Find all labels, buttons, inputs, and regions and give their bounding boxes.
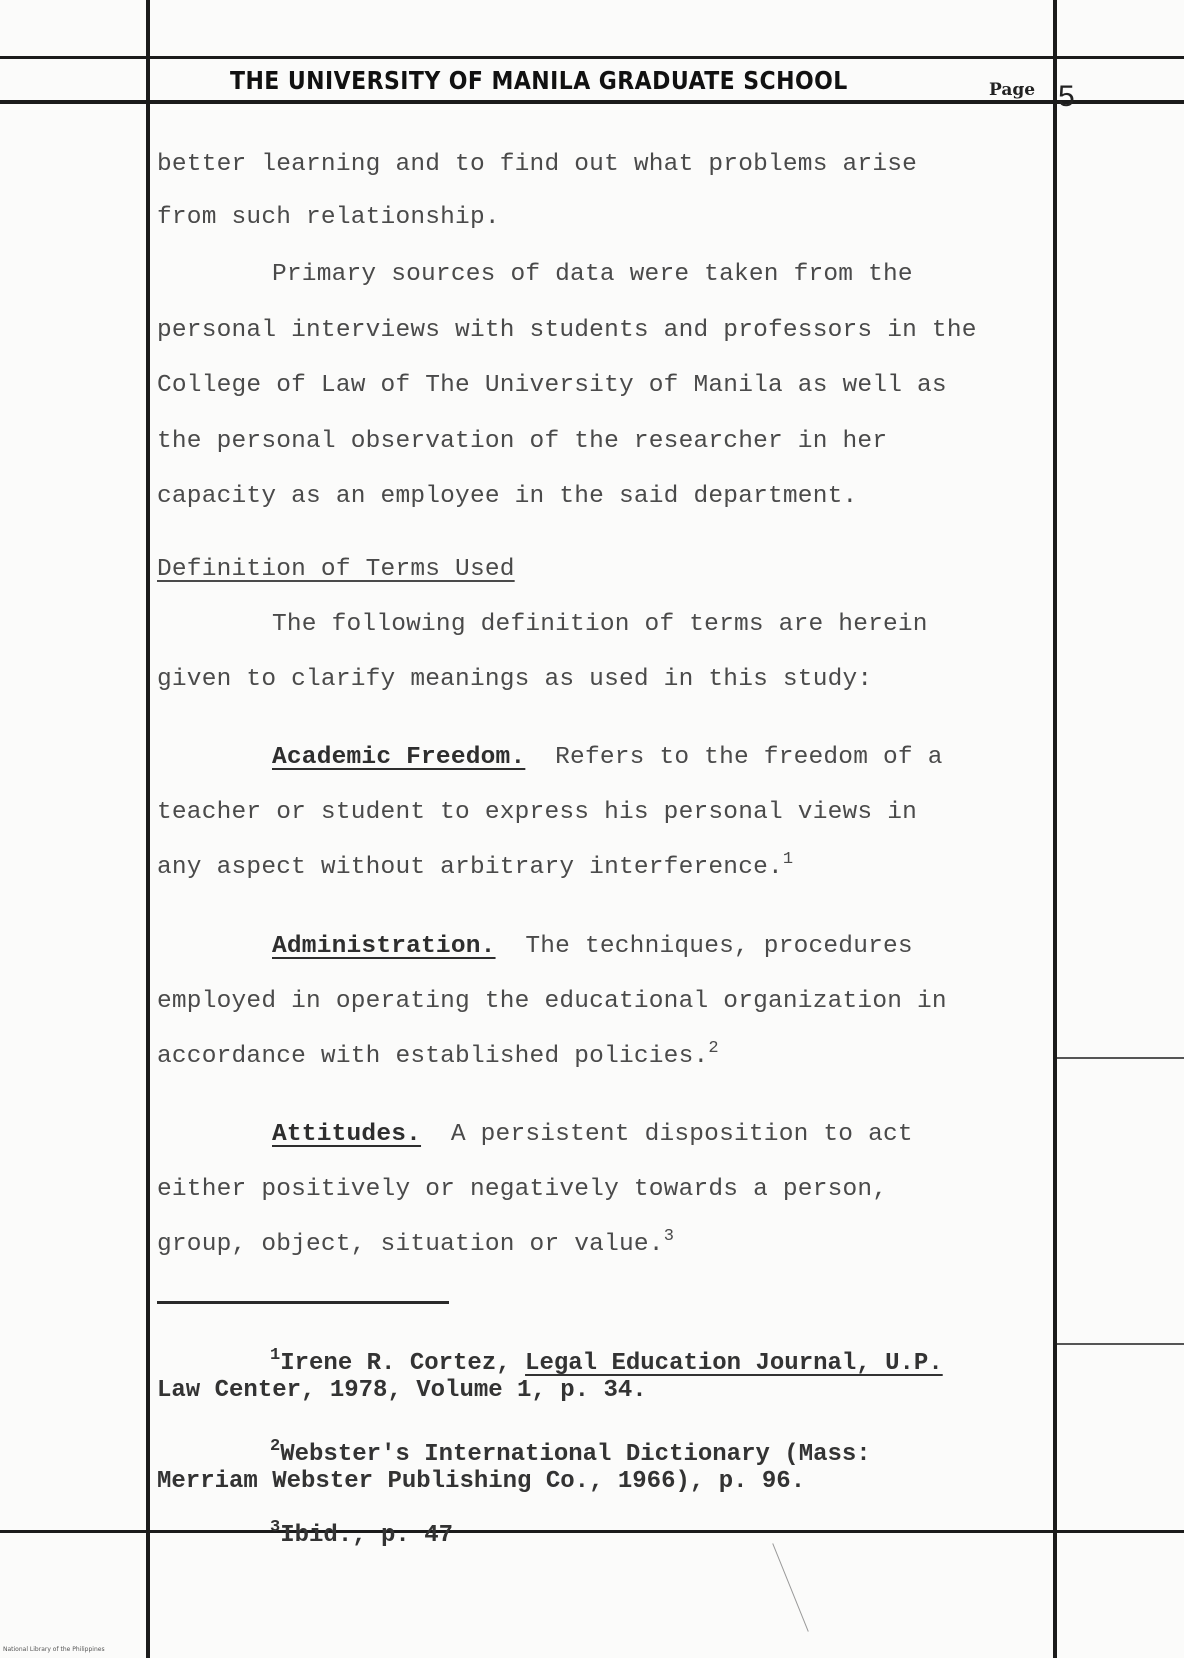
body-line: teacher or student to express his personal views in [157,799,918,826]
scan-scratch [772,1543,809,1631]
definition-text: The techniques, procedures [525,933,913,960]
footnote-ref: 3 [663,1227,675,1246]
footnote-1-line-1 [270,1346,943,1377]
header-top-rule [0,56,1184,59]
page-header-title: THE UNIVERSITY OF MANILA GRADUATE SCHOOL [230,66,848,95]
right-form-rule-2 [1057,1343,1184,1345]
body-line: either positively or negatively towards a person, [157,1176,888,1203]
body-line: The following definition of terms are herein [272,611,928,638]
term-academic-freedom: Academic Freedom. [272,744,526,771]
term-attitudes: Attitudes. [272,1121,422,1148]
right-form-rule-1 [1057,1057,1184,1059]
footnote-2-line-1 [270,1437,871,1468]
footnote-separator [157,1301,449,1304]
bottom-rule [0,1530,1184,1533]
footnote-ref: 1 [782,850,794,869]
footnote-ref: 2 [708,1039,719,1058]
footnote-text: Irene R. Cortez, [280,1350,526,1377]
footnote-2-line-2: Merriam Webster Publishing Co., 1966), p. 96. [157,1468,806,1495]
page-number: 5 [1058,80,1075,113]
definition-text: any aspect without arbitrary interference. [157,854,783,881]
definition-text: accordance with established policies. [157,1043,709,1070]
page-label: Page [989,80,1036,100]
definition-first-line [272,1120,913,1150]
footnote-title: Legal Education Journal, U.P. [525,1350,943,1377]
footnote-number: 1 [270,1346,281,1365]
body-line: from such relationship. [157,204,500,231]
definition-last-line [157,850,794,883]
definition-first-line [272,743,943,773]
definition-text: A persistent disposition to act [450,1121,913,1148]
definition-text: Refers to the freedom of a [555,744,943,771]
definition-text: group, object, situation or value. [157,1231,664,1258]
section-heading: Definition of Terms Used [157,556,515,583]
left-margin-rule [146,0,150,1658]
body-line: employed in operating the educational organization in [157,988,947,1015]
footnote-number: 2 [270,1437,281,1456]
definition-last-line [157,1039,719,1072]
body-line: the personal observation of the researcher in her [157,428,888,455]
footnote-3-line-1 [270,1518,454,1549]
body-line: capacity as an employee in the said department. [157,483,858,510]
scan-credit: National Library of the Philippines [3,1646,105,1653]
footnote-text: Webster's International Dictionary (Mass: [280,1441,871,1468]
body-line: College of Law of The University of Manila as well as [157,372,947,399]
definition-first-line [272,932,913,962]
footnote-1-line-2: Law Center, 1978, Volume 1, p. 34. [157,1377,647,1404]
body-line: given to clarify meanings as used in this study: [157,666,873,693]
body-line: Primary sources of data were taken from the [272,261,913,288]
footnote-text: Ibid., p. 47 [280,1522,454,1549]
footnote-number: 3 [270,1518,281,1537]
right-margin-rule [1053,0,1057,1658]
body-line: better learning and to find out what problems arise [157,151,918,178]
definition-last-line [157,1227,675,1260]
body-line: personal interviews with students and professors in the [157,317,977,344]
header-bottom-rule [0,100,1184,104]
term-administration: Administration. [272,933,496,960]
